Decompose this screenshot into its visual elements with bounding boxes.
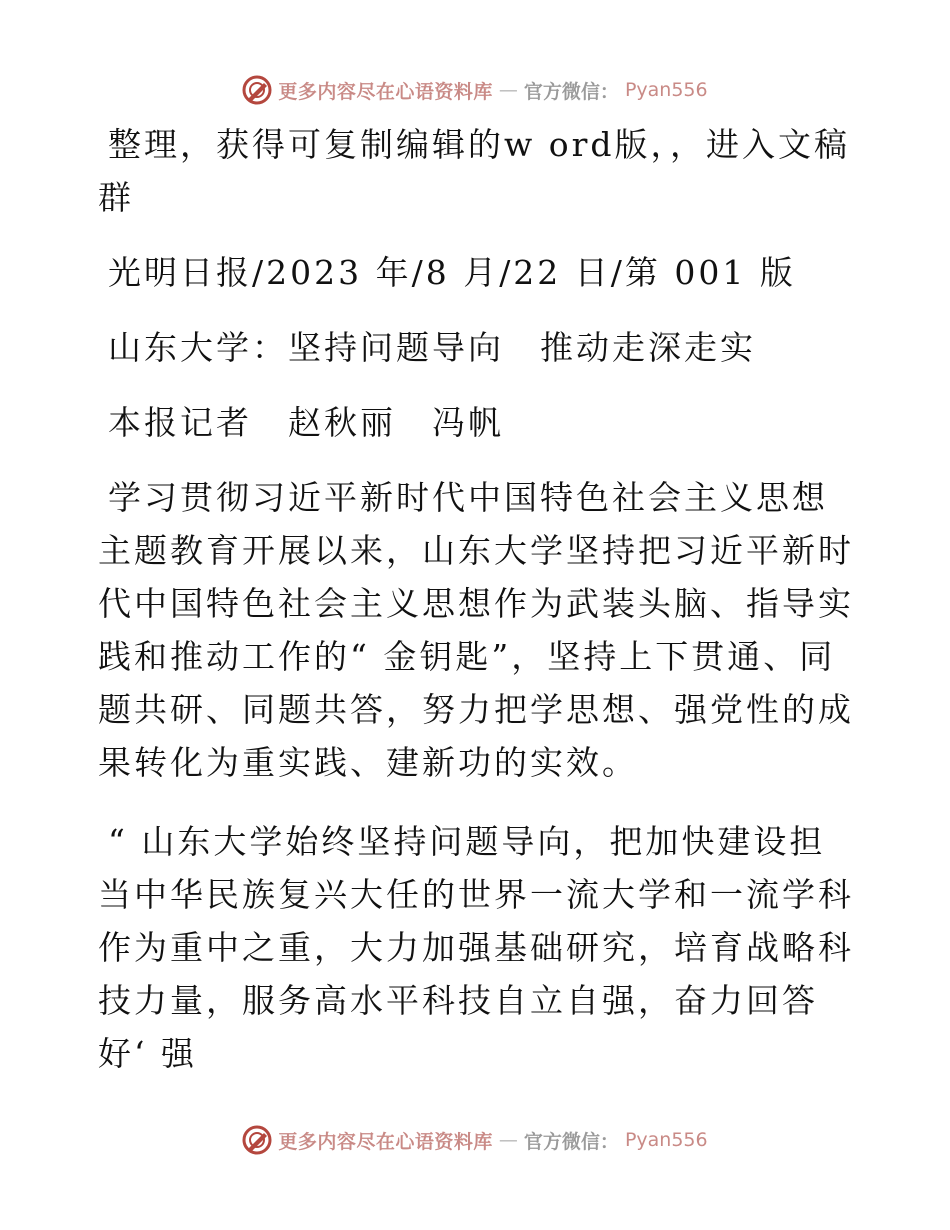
watermark-header [0,70,950,110]
brush-logo-icon [242,75,272,105]
watermark-sub: 官方微信： [523,80,619,103]
intro-line: 整理，获得可复制编辑的w ord版，，进入文稿群 [98,125,851,217]
watermark-text: 更多内容尽在心语资料库 [278,1130,493,1153]
watermark-footer [0,1120,950,1160]
brush-logo-icon [242,1125,272,1155]
paragraph-2: “ 山东大学始终坚持问题导向，把加快建设担当中华民族复兴大任的世界一流大学和一流学科作为重中之重，大力加强基础研究，培育战略科技力量，服务高水平科技自立自强，奋力回答好‘ 强 [98,822,854,1073]
headline: 山东大学：坚持问题导向 推动走深走实 [108,328,756,367]
paragraph-1: 学习贯彻习近平新时代中国特色社会主义思想主题教育开展以来，山东大学坚持把习近平新时代中国特色社会主义思想作为武装头脑、指导实践和推动工作的“ 金钥匙”，坚持上下贯通、同题共研、同题共答，努力把学思想、强党性的成果转化为重实践、建新功的实效。 [98,478,854,782]
watermark-id: Pyan556 [624,1129,708,1151]
watermark-sub: 官方微信： [523,1130,619,1153]
byline: 本报记者 赵秋丽 冯帆 [108,403,504,442]
watermark-text: 更多内容尽在心语资料库 [278,80,493,103]
source-line: 光明日报/2023 年/8 月/22 日/第 001 版 [108,253,796,292]
watermark-dash: — [498,1129,518,1151]
watermark-dash: — [498,79,518,101]
document-body [98,118,858,1080]
watermark-id: Pyan556 [624,79,708,101]
